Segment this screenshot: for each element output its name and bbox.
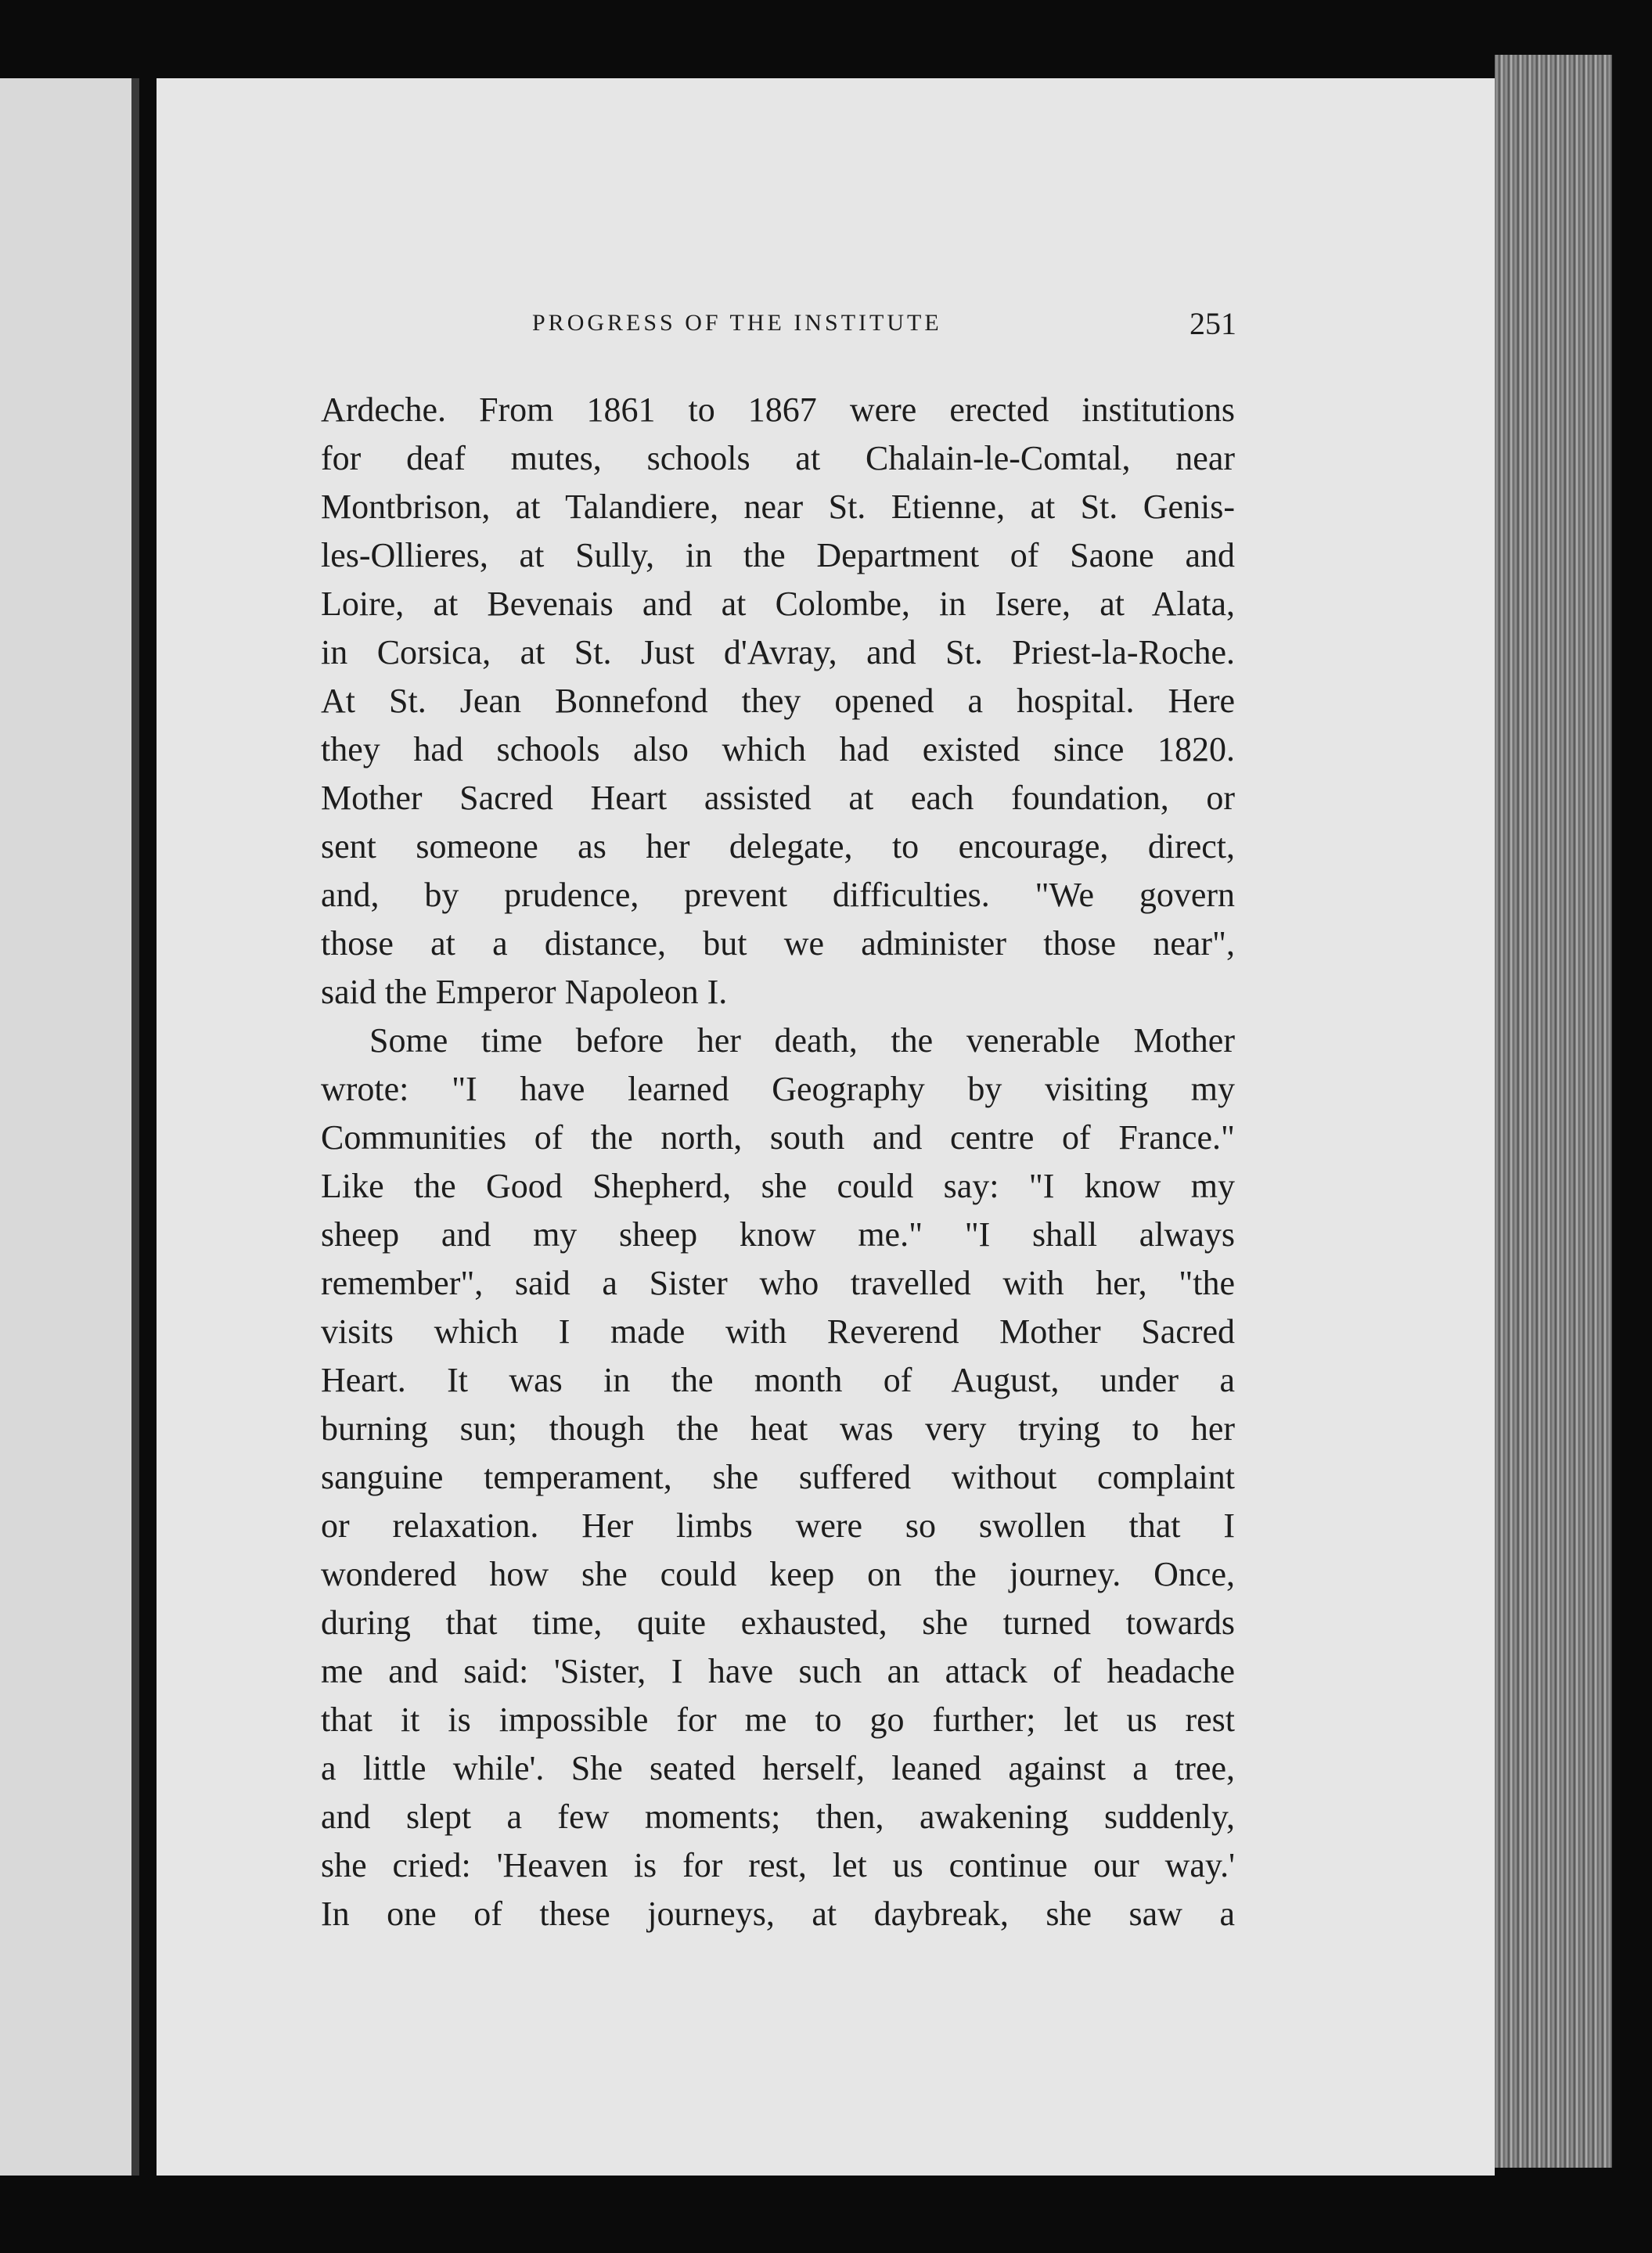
text-line: Loire, at Bevenais and at Colombe, in Isere, at Alata, [321,585,1235,623]
text-line: Some time before her death, the venerable Mother [369,1021,1235,1060]
text-line: Like the Good Shepherd, she could say: "I know my [321,1167,1235,1205]
text-line: and, by prudence, prevent difficulties. "We govern [321,876,1235,914]
text-line: Montbrison, at Talandiere, near St. Etienne, at St. Genis- [321,488,1235,526]
text-line: said the Emperor Napoleon I. [321,973,728,1011]
text-line: sent someone as her delegate, to encourage, direct, [321,827,1235,866]
text-line: Heart. It was in the month of August, under a [321,1361,1235,1399]
text-line: In one of these journeys, at daybreak, she saw a [321,1895,1235,1933]
facing-page-edge [0,78,139,2176]
page-number: 251 [1190,306,1236,341]
text-line: and slept a few moments; then, awakening suddenly, [321,1798,1235,1836]
text-line: les-Ollieres, at Sully, in the Department of Saone and [321,536,1235,574]
text-line: wondered how she could keep on the journey. Once, [321,1555,1235,1593]
text-line: in Corsica, at St. Just d'Avray, and St. Priest-la-Roche. [321,633,1235,671]
text-line: remember", said a Sister who travelled with her, "the [321,1264,1235,1302]
running-title: PROGRESS OF THE INSTITUTE [532,310,942,336]
text-line: a little while'. She seated herself, leaned against a tree, [321,1749,1235,1787]
text-line: burning sun; though the heat was very trying to her [321,1409,1235,1448]
text-line: Communities of the north, south and centre of France." [321,1118,1235,1157]
page-edges [1495,55,1612,2168]
text-line: visits which I made with Reverend Mother Sacred [321,1312,1235,1351]
text-line: they had schools also which had existed since 1820. [321,730,1235,768]
text-line: At St. Jean Bonnefond they opened a hospital. Here [321,682,1235,720]
text-line: during that time, quite exhausted, she turned towards [321,1603,1235,1642]
book-gutter [131,78,139,2176]
text-line: those at a distance, but we administer those near", [321,924,1235,963]
text-line: sanguine temperament, she suffered without complaint [321,1458,1235,1496]
text-line: Mother Sacred Heart assisted at each foundation, or [321,779,1235,817]
text-line: that it is impossible for me to go further; let us rest [321,1701,1235,1739]
text-line: for deaf mutes, schools at Chalain-le-Comtal, near [321,439,1235,477]
text-line: sheep and my sheep know me." "I shall always [321,1215,1235,1254]
text-line: wrote: "I have learned Geography by visiting my [321,1070,1235,1108]
page-body [321,386,1235,1938]
running-header [321,306,1236,349]
text-line: she cried: 'Heaven is for rest, let us continue our way.' [321,1846,1235,1884]
text-line: Ardeche. From 1861 to 1867 were erected institutions [321,390,1235,429]
text-line: me and said: 'Sister, I have such an attack of headache [321,1652,1235,1690]
text-line: or relaxation. Her limbs were so swollen that I [321,1506,1235,1545]
